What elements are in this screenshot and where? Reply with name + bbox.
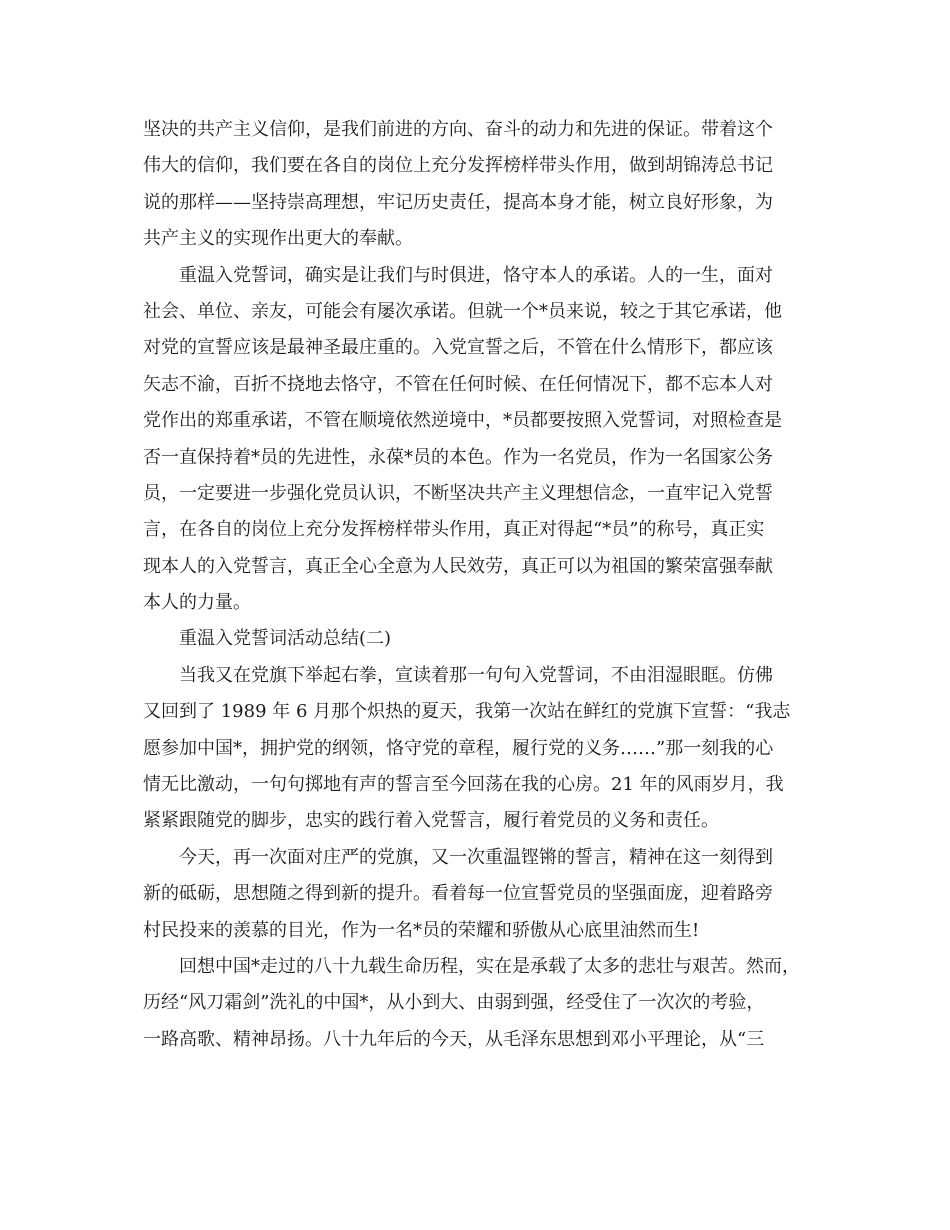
text-line: 言，在各自的岗位上充分发挥榜样带头作用，真正对得起“*员”的称号，真正实 bbox=[143, 519, 765, 541]
text-line: 一路高歌、精神昂扬。八十九年后的今天，从毛泽东思想到邓小平理论，从“三 bbox=[143, 1028, 765, 1050]
text-line: 现本人的入党誓言，真正全心全意为人民效劳，真正可以为祖国的繁荣富强奉献 bbox=[143, 555, 773, 577]
text-line: 又回到了 1989 年 6 月那个炽热的夏天，我第一次站在鲜红的党旗下宣誓：“我志 bbox=[143, 701, 791, 723]
text-line: 本人的力量。 bbox=[143, 592, 251, 614]
text-line: 村民投来的羡慕的目光，作为一名*员的荣耀和骄傲从心底里油然而生! bbox=[143, 919, 700, 941]
text-line: 说的那样——坚持崇高理想，牢记历史责任，提高本身才能，树立良好形象，为 bbox=[143, 191, 773, 213]
text-line: 伟大的信仰，我们要在各自的岗位上充分发挥榜样带头作用，做到胡锦涛总书记 bbox=[143, 155, 773, 177]
text-line: 当我又在党旗下举起右拳，宣读着那一句句入党誓词，不由泪湿眼眶。仿佛 bbox=[179, 664, 773, 686]
text-line: 否一直保持着*员的先进性，永葆*员的本色。作为一名党员，作为一名国家公务 bbox=[143, 446, 773, 468]
document-body bbox=[143, 112, 815, 1058]
text-line: 矢志不渝，百折不挠地去恪守，不管在任何时候、在任何情况下，都不忘本人对 bbox=[143, 373, 773, 395]
text-line: 坚决的共产主义信仰，是我们前进的方向、奋斗的动力和先进的保证。带着这个 bbox=[143, 119, 773, 140]
text-line: 新的砥砺，思想随之得到新的提升。看着每一位宣誓党员的坚强面庞，迎着路旁 bbox=[143, 883, 773, 905]
text-line: 愿参加中国*，拥护党的纲领，恪守党的章程，履行党的义务……”那一刻我的心 bbox=[143, 737, 774, 759]
text-line: 社会、单位、亲友，可能会有屡次承诺。但就一个*员来说，较之于其它承诺，他 bbox=[143, 300, 782, 322]
text-line: 回想中国*走过的八十九载生命历程，实在是承载了太多的悲壮与艰苦。然而， bbox=[179, 955, 800, 977]
text-line: 党作出的郑重承诺，不管在顺境依然逆境中，*员都要按照入党誓词，对照检查是 bbox=[143, 410, 782, 432]
text-line: 共产主义的实现作出更大的奉献。 bbox=[143, 228, 413, 250]
text-line: 历经“风刀霜剑”洗礼的中国*，从小到大、由弱到强，经受住了一次次的考验， bbox=[143, 992, 765, 1014]
text-line: 今天，再一次面对庄严的党旗，又一次重温铿锵的誓言，精神在这一刻得到 bbox=[179, 846, 773, 868]
text-line: 对党的宣誓应该是最神圣最庄重的。入党宣誓之后，不管在什么情形下，都应该 bbox=[143, 337, 773, 359]
text-line: 员，一定要进一步强化党员认识，不断坚决共产主义理想信念，一直牢记入党誓 bbox=[143, 482, 773, 504]
text-line: 重温入党誓词，确实是让我们与时俱进，恪守本人的承诺。人的一生，面对 bbox=[179, 264, 773, 286]
text-line: 重温入党誓词活动总结(二) bbox=[179, 628, 392, 650]
text-line: 情无比激动，一句句掷地有声的誓言至今回荡在我的心房。21 年的风雨岁月，我 bbox=[143, 774, 784, 796]
text-line: 紧紧跟随党的脚步，忠实的践行着入党誓言，履行着党员的义务和责任。 bbox=[143, 810, 719, 832]
